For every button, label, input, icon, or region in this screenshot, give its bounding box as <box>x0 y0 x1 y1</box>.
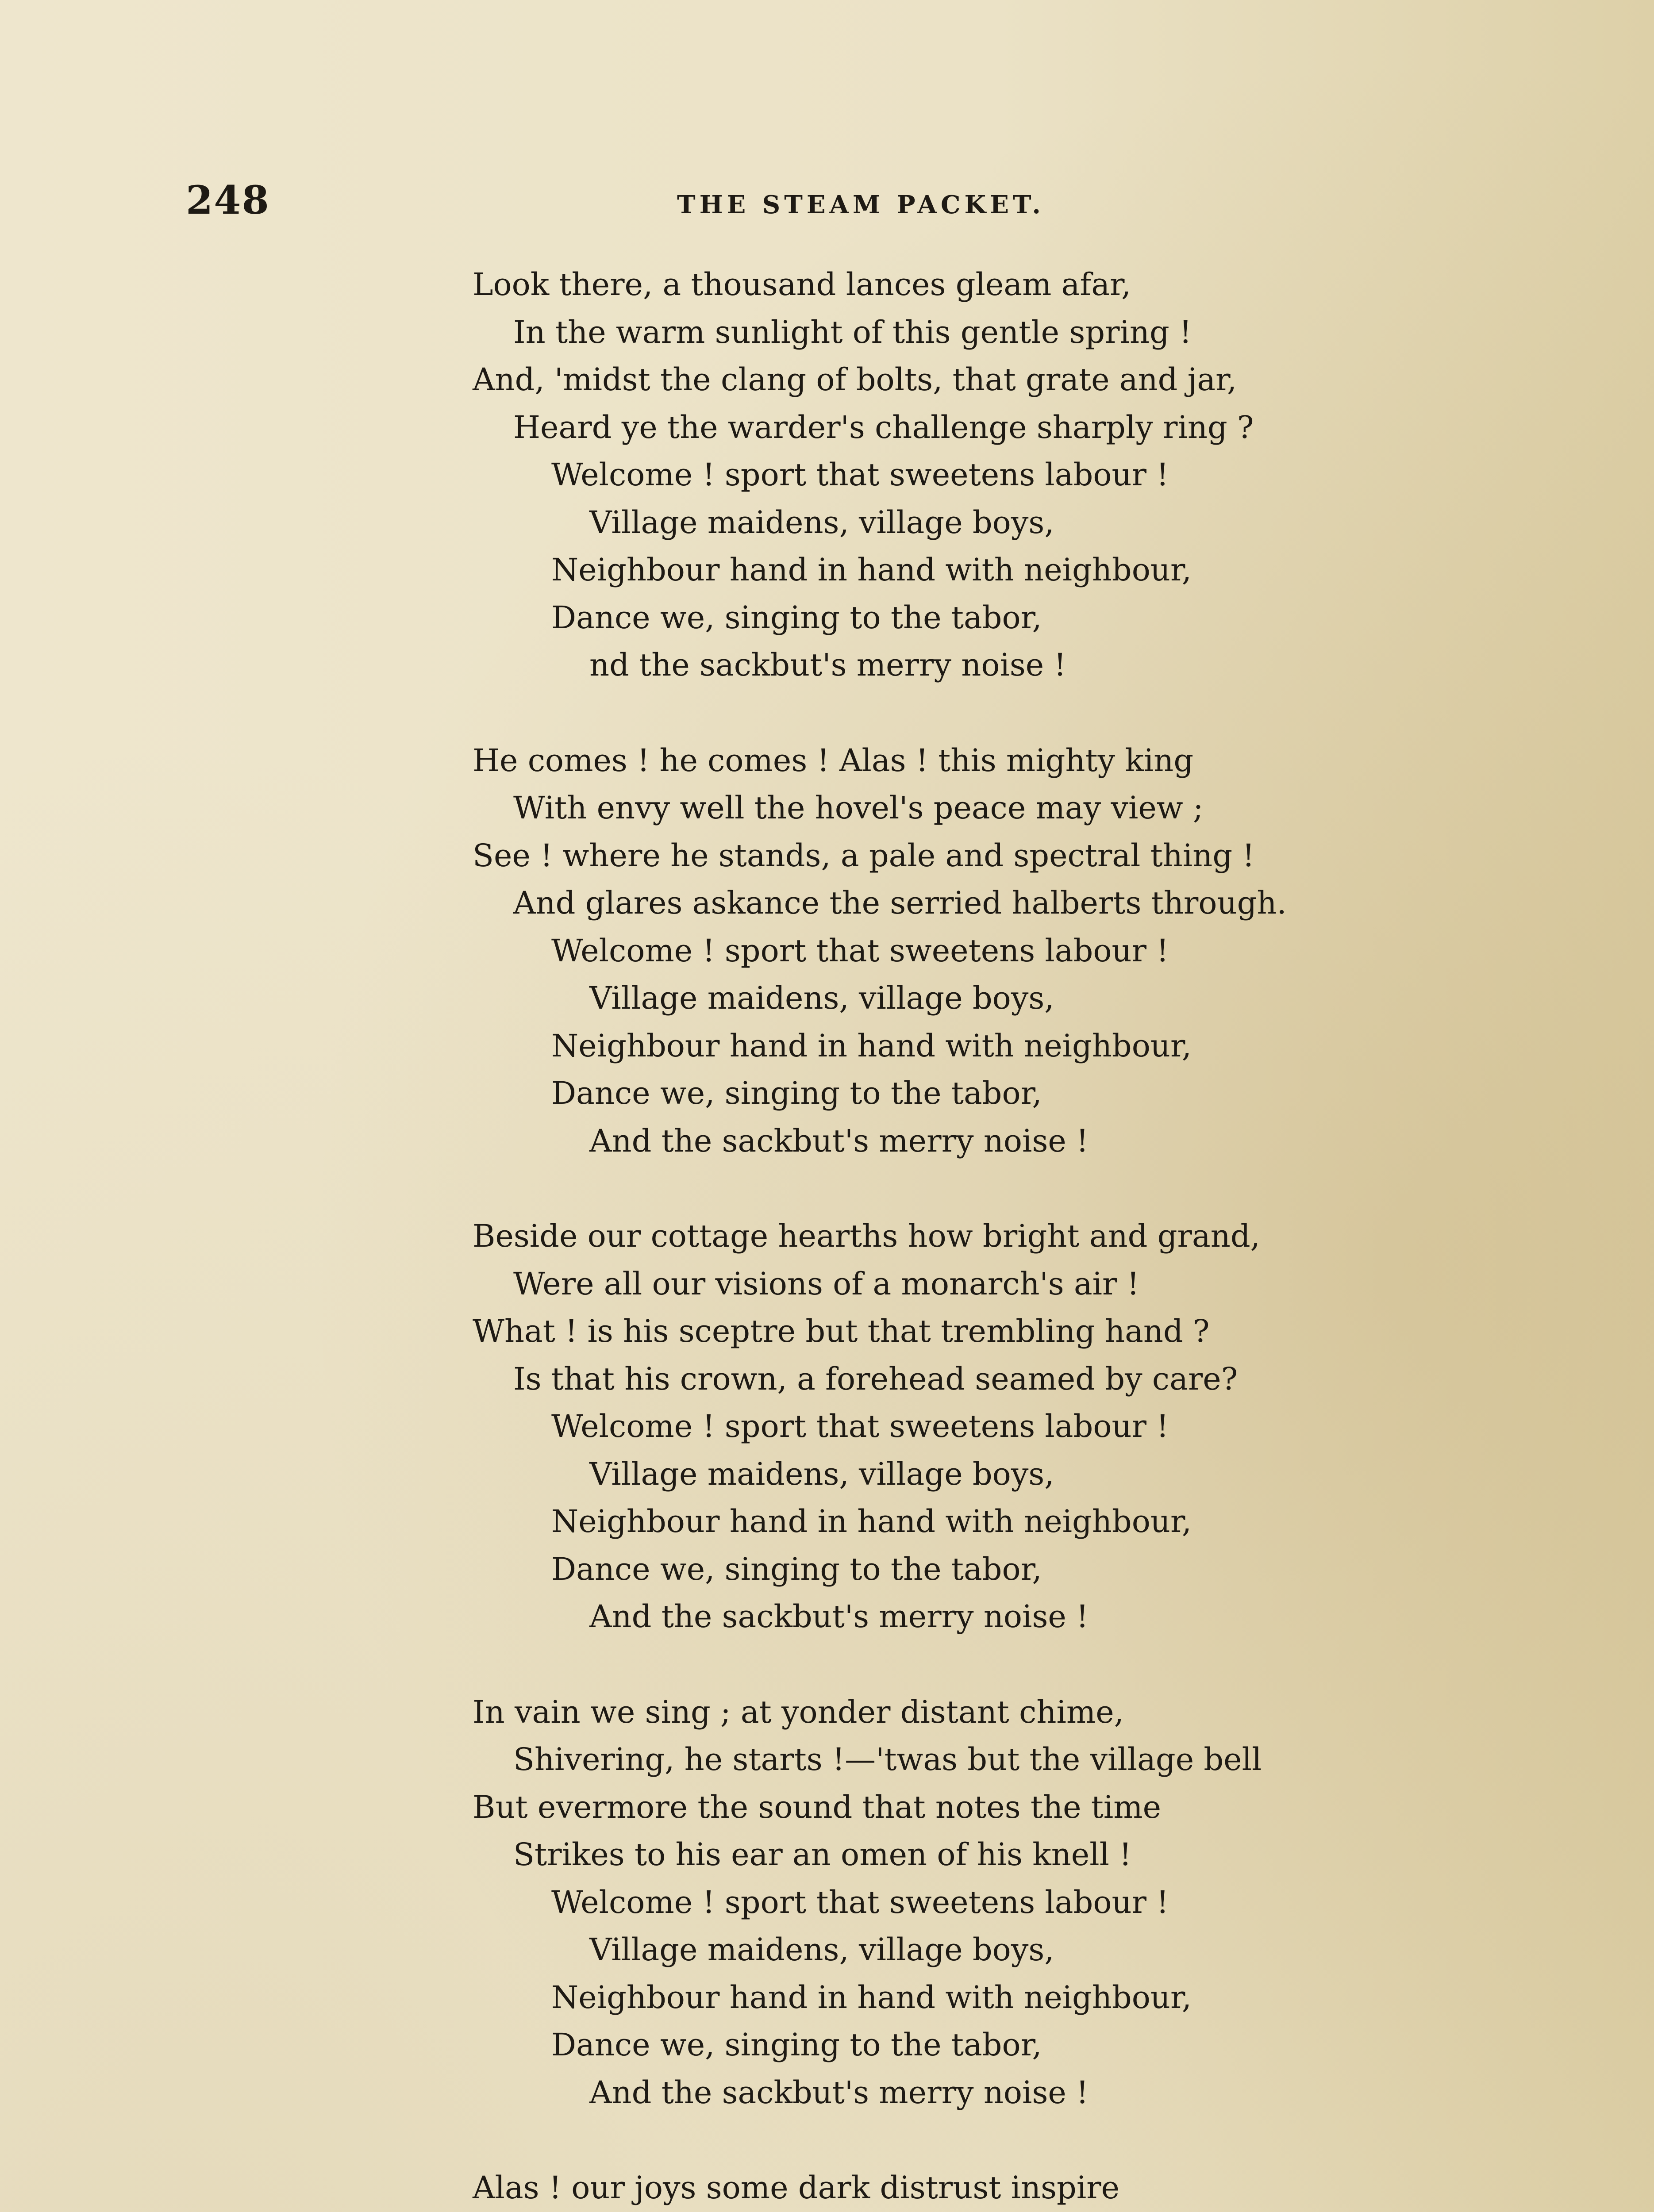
poem-line: Beside our cottage hearths how bright and grand, <box>473 1218 1260 1254</box>
stanza-2 <box>473 737 1287 1165</box>
refrain-line: nd the sackbut's merry noise ! <box>589 647 1066 683</box>
poem-line: Heard ye the warder's challenge sharply ring ? <box>513 409 1254 445</box>
stanza-3 <box>473 1213 1287 1641</box>
poem-line: In vain we sing ; at yonder distant chime, <box>473 1694 1124 1730</box>
refrain-line: Neighbour hand in hand with neighbour, <box>551 1979 1192 2016</box>
poem-line: Look there, a thousand lances gleam afar, <box>473 266 1131 303</box>
refrain-line: Welcome ! sport that sweetens labour ! <box>551 932 1169 969</box>
refrain-line: Dance we, singing to the tabor, <box>551 1075 1042 1111</box>
refrain-line: Neighbour hand in hand with neighbour, <box>551 1503 1192 1540</box>
poem-line: And, 'midst the clang of bolts, that grate and jar, <box>473 361 1237 398</box>
running-head: THE STEAM PACKET. <box>677 190 1045 219</box>
poem <box>473 261 1287 2212</box>
poem-line: What ! is his sceptre but that trembling hand ? <box>473 1313 1210 1349</box>
poem-line: But evermore the sound that notes the time <box>473 1789 1162 1825</box>
refrain-line: Neighbour hand in hand with neighbour, <box>551 552 1192 588</box>
refrain-line: Village maidens, village boys, <box>589 504 1054 541</box>
refrain-line: Welcome ! sport that sweetens labour ! <box>551 457 1169 493</box>
poem-line: With envy well the hovel's peace may view ; <box>513 790 1204 826</box>
refrain-line: And the sackbut's merry noise ! <box>589 1122 1089 1159</box>
refrain-line: And the sackbut's merry noise ! <box>589 1598 1089 1635</box>
poem-line: See ! where he stands, a pale and spectral thing ! <box>473 837 1255 874</box>
poem-line: He comes ! he comes ! Alas ! this mighty king <box>473 742 1194 779</box>
refrain-line: Welcome ! sport that sweetens labour ! <box>551 1884 1169 1920</box>
stanza-1 <box>473 261 1287 689</box>
poem-line: Shivering, he starts !—'twas but the village bell <box>513 1741 1262 1778</box>
refrain-line: Welcome ! sport that sweetens labour ! <box>551 1408 1169 1444</box>
refrain-line: Dance we, singing to the tabor, <box>551 2027 1042 2063</box>
refrain-line: Dance we, singing to the tabor, <box>551 1551 1042 1587</box>
refrain-line: Village maidens, village boys, <box>589 1455 1054 1492</box>
poem-line: Strikes to his ear an omen of his knell ! <box>513 1836 1132 1873</box>
refrain-line: And the sackbut's merry noise ! <box>589 2074 1089 2111</box>
poem-line: And glares askance the serried halberts through. <box>513 885 1287 921</box>
poem-line: Were all our visions of a monarch's air ! <box>513 1265 1139 1302</box>
refrain-line: Dance we, singing to the tabor, <box>551 599 1042 636</box>
poem-line: Alas ! our joys some dark distrust inspire <box>473 2170 1120 2206</box>
page-number: 248 <box>186 177 270 223</box>
poem-line: Is that his crown, a forehead seamed by care? <box>513 1360 1238 1397</box>
poem-line: In the warm sunlight of this gentle spring ! <box>513 314 1192 350</box>
stanza-5 <box>473 2164 1287 2212</box>
refrain-line: Village maidens, village boys, <box>589 1932 1054 1968</box>
stanza-4 <box>473 1689 1287 2117</box>
refrain-line: Village maidens, village boys, <box>589 980 1054 1016</box>
refrain-line: Neighbour hand in hand with neighbour, <box>551 1027 1192 1064</box>
